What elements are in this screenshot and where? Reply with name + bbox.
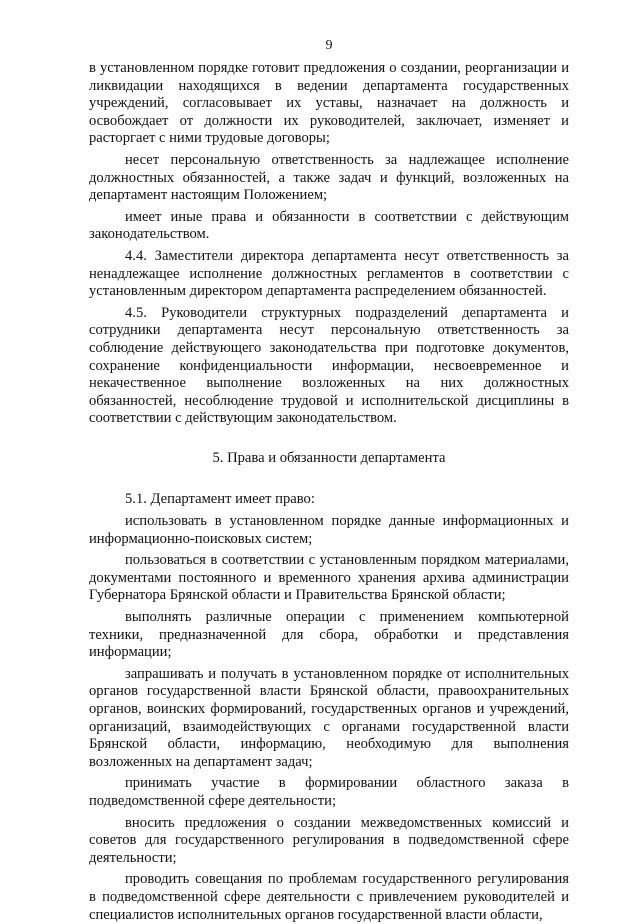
list-item-request-information: запрашивать и получать в установленном порядке от исполнительных органов государственной власти Брянской области, правоохранительных органов, воинских формирований, государственных органов и учреждений, организаций, взаимодействующих с органами государственной власти Брянской области, информацию, необходимую для выполнения возложенных на департамент задач; xyxy=(89,665,569,770)
paragraph-other-rights: имеет иные права и обязанности в соответствии с действующим законодательством. xyxy=(89,208,569,243)
list-item-use-archive: пользоваться в соответствии с установленным порядком материалами, документами постоянного и временного хранения архива администрации Губернатора Брянской области и Правительства Брянской области; xyxy=(89,552,569,604)
paragraph-4-5: 4.5. Руководители структурных подразделений департамента и сотрудники департамента несут персональную ответственность за соблюдение действующего законодательства при подготовке документов, сохранение конфиденциальности информации, несвоевременное и некачественное выполнение возложенных на них должностных обязанностей, несоблюдение трудовой и исполнительской дисциплины в соответствии с действующим законодательством. xyxy=(89,304,569,427)
list-item-use-info-systems: использовать в установленном порядке данные информационных и информационно-поисковых систем; xyxy=(89,513,569,547)
page-content xyxy=(89,60,569,924)
list-item-commissions: вносить предложения о создании межведомственных комиссий и советов для государственного регулирования в подведомственной сфере деятельности; xyxy=(89,814,569,866)
paragraph-4-4: 4.4. Заместители директора департамента несут ответственность за ненадлежащее исполнение должностных регламентов в соответствии с установленным директором департамента распределением обязанностей. xyxy=(89,247,569,300)
paragraph-appointment-powers: в установленном порядке готовит предложения о создании, реорганизации и ликвидации находящихся в ведении департамента государственных учреждений, согласовывает их уставы, назначает на должность и освобождает от должности их руководителей, заключает, изменяет и расторгает с ними трудовые договоры; xyxy=(89,60,569,147)
section-heading: 5. Права и обязанности департамента xyxy=(212,449,446,466)
list-item-computer-operations: выполнять различные операции с применением компьютерной техники, предназначенной для сбора, обработки и представления информации; xyxy=(89,609,569,661)
list-item-meetings: проводить совещания по проблемам государственного регулирования в подведомственной сфере деятельности с привлечением руководителей и специалистов исполнительных органов государственной власти области, xyxy=(89,871,569,923)
paragraph-personal-responsibility: несет персональную ответственность за надлежащее исполнение должностных обязанностей, а также задач и функций, возложенных на департамент настоящим Положением; xyxy=(89,151,569,204)
paragraph-5-1: 5.1. Департамент имеет право: xyxy=(125,491,315,508)
list-item-regional-order: принимать участие в формировании областного заказа в подведомственной сфере деятельности; xyxy=(89,775,569,809)
page-number: 9 xyxy=(325,38,333,53)
